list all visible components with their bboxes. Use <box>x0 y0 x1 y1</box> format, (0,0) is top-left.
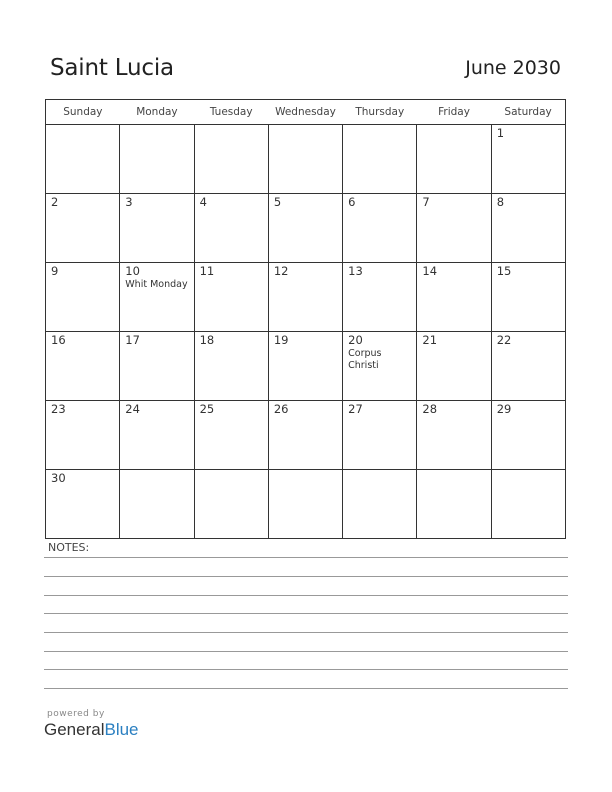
day-number: 20 <box>348 333 363 347</box>
day-number: 24 <box>125 402 140 416</box>
day-cell[interactable] <box>343 194 417 263</box>
note-line <box>44 613 568 614</box>
generalblue-logo[interactable] <box>44 720 139 740</box>
day-cell[interactable] <box>417 194 491 263</box>
day-cell[interactable] <box>120 125 194 194</box>
day-number: 11 <box>199 264 215 278</box>
day-number: 6 <box>348 195 356 209</box>
day-cell[interactable] <box>268 263 342 332</box>
day-cell[interactable] <box>417 401 491 470</box>
day-cell[interactable] <box>46 194 120 263</box>
day-number: 4 <box>199 195 207 209</box>
day-number: 10 <box>125 264 140 278</box>
day-number: 3 <box>125 195 133 209</box>
day-cell[interactable] <box>194 263 268 332</box>
week-row <box>46 401 566 470</box>
powered-by-text: powered by <box>47 709 105 719</box>
day-cell[interactable] <box>46 125 120 194</box>
day-number: 12 <box>273 264 289 278</box>
day-cell[interactable] <box>120 263 194 332</box>
day-cell[interactable] <box>491 470 565 539</box>
week-row <box>46 125 566 194</box>
day-number: 21 <box>422 333 438 347</box>
day-cell[interactable] <box>268 125 342 194</box>
day-cell[interactable] <box>268 194 342 263</box>
day-cell[interactable] <box>194 470 268 539</box>
weekday-friday: Friday <box>417 100 491 125</box>
day-number: 2 <box>51 195 59 209</box>
day-cell[interactable] <box>417 263 491 332</box>
day-number: 16 <box>51 333 66 347</box>
day-cell[interactable] <box>46 263 120 332</box>
day-number: 1 <box>496 126 505 140</box>
note-line <box>44 595 568 596</box>
week-row <box>46 332 566 401</box>
day-number: 8 <box>496 195 505 209</box>
day-cell[interactable] <box>194 401 268 470</box>
day-cell[interactable] <box>343 470 417 539</box>
note-line <box>44 651 568 652</box>
country-title: Saint Lucia <box>50 55 174 81</box>
day-number: 18 <box>199 333 215 347</box>
day-cell[interactable] <box>120 401 194 470</box>
day-cell[interactable] <box>343 125 417 194</box>
brand-blue: Blue <box>104 720 139 739</box>
day-cell[interactable] <box>46 332 120 401</box>
day-number: 14 <box>422 264 438 278</box>
notes-label: NOTES: <box>48 541 90 554</box>
day-cell[interactable] <box>417 470 491 539</box>
day-number: 7 <box>422 195 430 209</box>
day-number: 30 <box>51 471 66 485</box>
day-number: 15 <box>496 264 512 278</box>
day-cell[interactable] <box>194 332 268 401</box>
day-cell[interactable] <box>46 401 120 470</box>
day-cell[interactable] <box>491 194 565 263</box>
day-cell[interactable] <box>268 470 342 539</box>
day-number: 28 <box>422 402 438 416</box>
note-line <box>44 669 568 670</box>
weekday-monday: Monday <box>120 100 194 125</box>
day-cell[interactable] <box>268 401 342 470</box>
note-line <box>44 688 568 689</box>
day-number: 5 <box>273 195 282 209</box>
weekday-sunday: Sunday <box>46 100 120 125</box>
day-number: 25 <box>199 402 215 416</box>
day-number: 29 <box>496 402 512 416</box>
weekday-header-row <box>46 100 566 125</box>
day-cell[interactable] <box>343 263 417 332</box>
day-number: 26 <box>273 402 289 416</box>
day-cell[interactable] <box>268 332 342 401</box>
note-line <box>44 576 568 577</box>
day-cell[interactable] <box>417 332 491 401</box>
day-cell[interactable] <box>491 263 565 332</box>
week-row <box>46 470 566 539</box>
day-cell[interactable] <box>120 332 194 401</box>
day-cell[interactable] <box>120 194 194 263</box>
day-cell[interactable] <box>417 125 491 194</box>
note-line <box>44 557 568 558</box>
day-number: 23 <box>51 402 66 416</box>
holiday-label: Corpus Christi <box>348 348 382 371</box>
day-cell[interactable] <box>491 401 565 470</box>
day-cell[interactable] <box>491 332 565 401</box>
day-number: 9 <box>51 264 59 278</box>
day-cell[interactable] <box>343 332 417 401</box>
weekday-saturday: Saturday <box>491 100 565 125</box>
day-number: 17 <box>125 333 140 347</box>
day-cell[interactable] <box>491 125 565 194</box>
brand-general: General <box>44 720 105 739</box>
week-row <box>46 194 566 263</box>
day-number: 27 <box>348 402 363 416</box>
weekday-thursday: Thursday <box>343 100 417 125</box>
weekday-tuesday: Tuesday <box>194 100 268 125</box>
day-cell[interactable] <box>194 125 268 194</box>
calendar-grid <box>45 99 566 539</box>
day-cell[interactable] <box>46 470 120 539</box>
day-number: 19 <box>273 333 289 347</box>
day-cell[interactable] <box>120 470 194 539</box>
day-cell[interactable] <box>343 401 417 470</box>
day-number: 13 <box>348 264 363 278</box>
note-line <box>44 632 568 633</box>
weekday-wednesday: Wednesday <box>268 100 342 125</box>
month-title: June 2030 <box>465 57 561 79</box>
day-cell[interactable] <box>194 194 268 263</box>
holiday-label: Whit Monday <box>125 279 188 290</box>
day-number: 22 <box>496 333 512 347</box>
week-row <box>46 263 566 332</box>
